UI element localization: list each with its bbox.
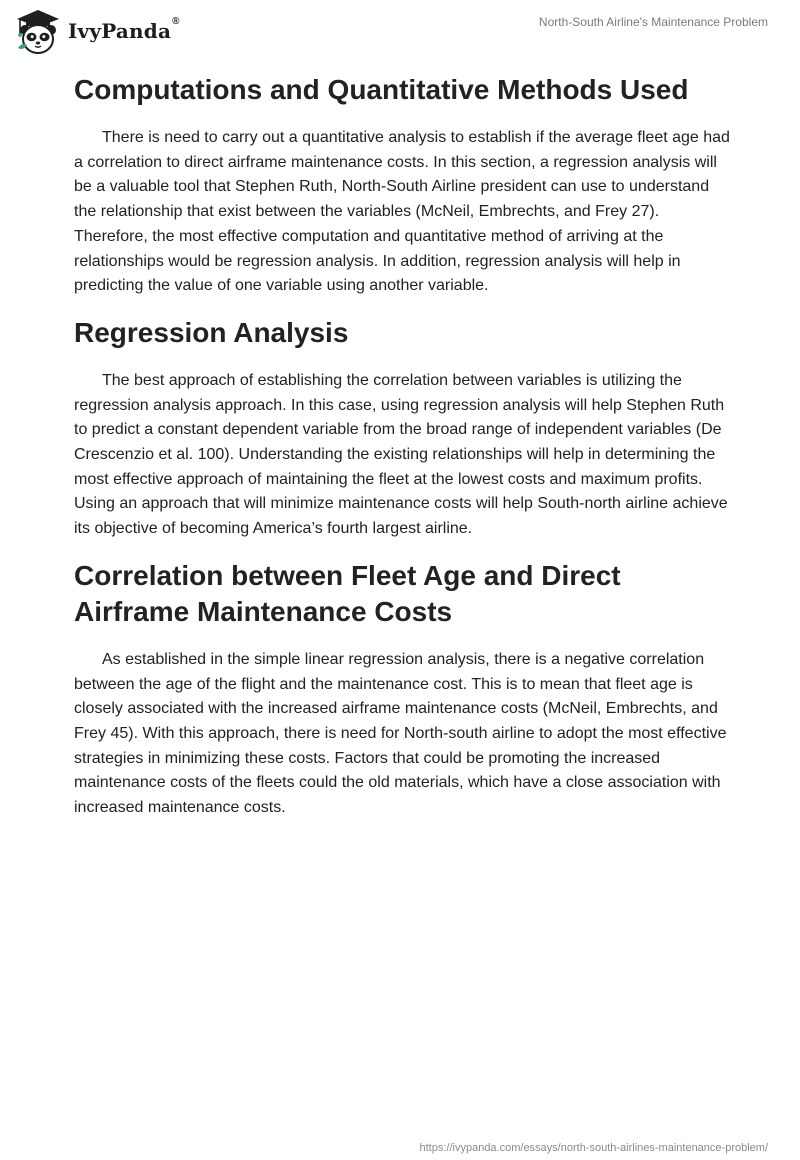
registered-mark: ® xyxy=(172,16,180,27)
section-heading: Correlation between Fleet Age and Direct Airframe Maintenance Costs xyxy=(74,559,621,627)
section-regression-analysis xyxy=(74,315,734,542)
source-url-link[interactable]: https://ivypanda.com/essays/north-south-airlines-maintenance-problem/ xyxy=(419,1142,768,1154)
panda-logo-icon xyxy=(14,8,62,56)
document-title: North-South Airline's Maintenance Problem xyxy=(538,15,768,29)
section-correlation xyxy=(74,558,734,821)
brand-logo[interactable] xyxy=(14,8,180,56)
section-paragraph: As established in the simple linear regression analysis, there is a negative correlation between the age of the flight and the maintenance cost. This is to mean that fleet age is closely associated with the increased airframe maintenance costs (McNeil, Embrechts, and Frey 45). With this approach, there is need for North-south airline to adopt the most effective strategies in minimizing these costs. Factors that could be promoting the increased maintenance costs of the fleets could the old materials, which have a close association with increased maintenance costs. xyxy=(74,650,727,817)
section-computations xyxy=(74,72,734,299)
brand-name: IvyPanda® xyxy=(68,16,180,43)
page-header xyxy=(0,0,800,60)
section-paragraph: The best approach of establishing the correlation between variables is utilizing the regression analysis approach. In this case, using regression analysis will help Stephen Ruth to predict a constant dependent variable from the broad range of independent variables (De Crescenzio et al. 100). Understanding the existing relationships will help in determining the most effective approach of maintaining the fleet at the lowest costs and maximum profits. Using an approach that will minimize maintenance costs will help South-north airline achieve its objective of becoming America’s fourth largest airline. xyxy=(74,371,728,538)
essay-content xyxy=(74,72,734,837)
section-paragraph: There is need to carry out a quantitative analysis to establish if the average fleet age had a correlation to direct airframe maintenance costs. In this section, a regression analysis will be a valuable tool that Stephen Ruth, North-South Airline president can use to understand the relationship that exist between the variables (McNeil, Embrechts, and Frey 27). Therefore, the most effective computation and quantitative method of arriving at the relationships would be regression analysis. In addition, regression analysis will help in predicting the value of one variable using another variable. xyxy=(74,129,730,295)
section-heading: Regression Analysis xyxy=(74,316,349,348)
section-heading: Computations and Quantitative Methods Used xyxy=(74,74,689,105)
